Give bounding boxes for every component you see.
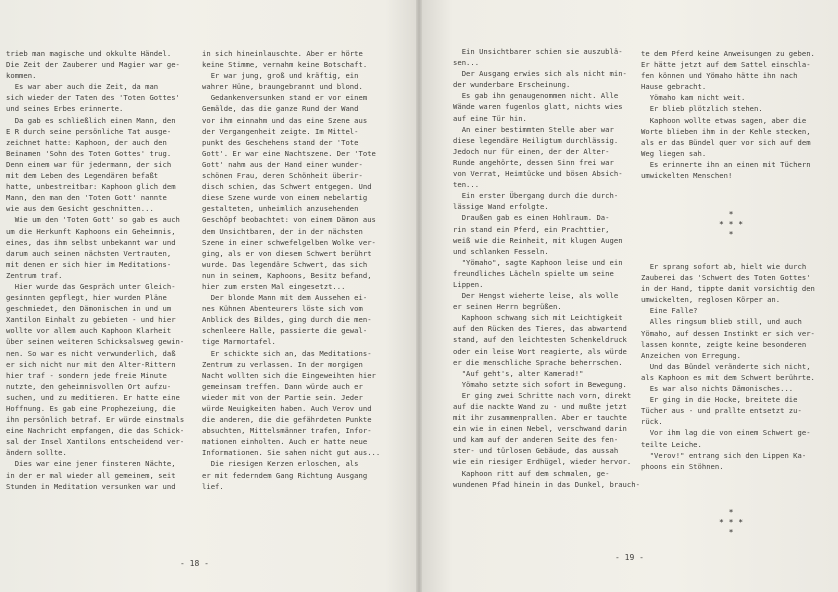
text-line: Geschöpf beobachtet: von einem Dämon aus xyxy=(202,215,376,225)
text-line: Zentrum zu verlassen. In der morgigen xyxy=(202,359,363,369)
text-line: Die Zeit der Zauberer und Magier war ge- xyxy=(6,60,180,70)
text-line: Informationen. Sie sahen nicht gut aus... xyxy=(202,448,381,458)
text-line: Draußen gab es einen Hohlraum. Da- xyxy=(453,213,610,223)
text-line: auf die nackte Wand zu - und mußte jetzt xyxy=(453,402,627,411)
text-line: diese legendäre Heiligtum durchlässig. xyxy=(453,135,619,145)
text-line: "Verov!" entrang sich den Lippen Ka- xyxy=(641,450,807,460)
text-line: hier zum ersten Mal eingesetzt... xyxy=(202,281,346,291)
text-line: Denn einem war für jedermann, der sich xyxy=(6,159,172,169)
text-line: wollte vor allem auch Kaphoon Klarheit xyxy=(6,326,172,336)
text-line: Der Ausgang erwies sich als nicht min- xyxy=(453,69,627,79)
text-line: wahrer Hüne, braungebrannt und blond. xyxy=(202,82,363,92)
text-line: Da gab es schließlich einen Mann, den xyxy=(6,115,176,125)
text-line: der Vergangenheit zeigte. Im Mittel- xyxy=(202,126,359,136)
text-line: Eine Falle? xyxy=(641,306,698,316)
text-line: rin stand ein Pferd, ein Prachttier, xyxy=(453,224,610,234)
text-line: ändern sollte. xyxy=(6,448,67,458)
text-line: Hier wurde das Gespräch unter Gleich- xyxy=(6,281,176,291)
text-line: Tücher aus - und prallte entsetzt zu- xyxy=(641,406,802,416)
text-line: Stunden in Meditation versunken war und xyxy=(6,481,176,491)
text-line: lässige Wand erfolgte. xyxy=(453,202,549,212)
text-line: Anblick des Bildes, ging durch die men- xyxy=(202,315,372,325)
text-line: wundenen Pfad hinein in das Dunkel, brauch- xyxy=(453,479,640,489)
text-line: gemeinsam treffen. Dann würde auch er xyxy=(202,381,363,391)
text-line: umwickelten Menschen! xyxy=(641,171,733,181)
text-line: oder ein leise Wort reagierte, als würde xyxy=(453,346,627,356)
text-line: Es erinnerte ihn an einen mit Tüchern xyxy=(641,159,811,169)
text-line: auf den Rücken des Tieres, das abwartend xyxy=(453,324,627,334)
text-line: Worte blieben ihm in der Kehle stecken, xyxy=(641,126,811,136)
text-line: Yömaho, auf dessen Instinkt er sich ver- xyxy=(641,328,815,338)
right-page-column-2-bottom xyxy=(641,261,821,472)
text-line: Er ging zwei Schritte nach vorn, direkt xyxy=(453,390,632,400)
text-line: Ein Unsichtbarer schien sie auszublä- xyxy=(453,47,623,56)
text-line: phoons ein Stöhnen. xyxy=(641,461,724,471)
text-line: lief. xyxy=(202,481,224,491)
text-line: Alles ringsum blieb still, und auch xyxy=(641,317,802,327)
text-line: Gott' nahm aus der Hand einer wunder- xyxy=(202,159,363,169)
text-line: in der Hand, tippte damit vorsichtig den xyxy=(641,284,815,294)
text-line: er mit federndem Gang Richtung Ausgang xyxy=(202,470,368,480)
text-line: diese Szene wurde von einem nebelartig xyxy=(202,193,368,203)
text-line: in sich hineinlauschte. Aber er hörte xyxy=(202,49,363,58)
text-line: mit dem Leben des Legendären befaßt xyxy=(6,171,159,181)
page-number-right: - 19 - xyxy=(615,553,644,562)
text-line: Kaphoon ritt auf dem schmalen, ge- xyxy=(453,468,610,478)
text-line: stand, auf den leichtesten Schenkeldruck xyxy=(453,335,627,345)
text-line: mit ihr zusammenprallen. Aber er tauchte xyxy=(453,413,627,423)
text-line: Und das Bündel veränderte sich nicht, xyxy=(641,361,811,371)
star-line: * xyxy=(728,528,734,537)
page-number-left: - 18 - xyxy=(180,559,209,568)
text-line: Er schickte sich an, das Meditations- xyxy=(202,348,372,358)
text-line: wie aus dem Gesicht geschnitten... xyxy=(6,204,154,214)
text-line: um die Herkunft Kaphoons ein Geheimnis, xyxy=(6,226,176,236)
text-line: E R durch seine persönliche Tat ausge- xyxy=(6,126,172,136)
text-line: wie ein riesiger Erdhügel, wieder hervor. xyxy=(453,457,632,467)
text-line: suchen, und zu meditieren. Er hatte eine xyxy=(6,392,180,402)
section-break-stars-1 xyxy=(711,210,751,240)
text-line: lassen konnte, zeigte keine besonderen xyxy=(641,339,807,349)
text-line: Wände waren fugenlos glatt, nichts wies xyxy=(453,102,623,112)
text-line: ein wie in einen Nebel, verschwand darin xyxy=(453,424,627,434)
text-line: trieb man magische und okkulte Händel. xyxy=(6,49,172,58)
text-line: vor ihm einnahm und das eine Szene aus xyxy=(202,115,368,125)
text-line: er die menschliche Sprache beherrschen. xyxy=(453,357,623,367)
text-line: sal der Insel Xantilons entscheidend ver- xyxy=(6,437,185,447)
text-line: Zauberei das 'Schwert des Toten Gottes' xyxy=(641,273,811,283)
text-line: die anderen, die die gefährdeten Punkte xyxy=(202,415,372,425)
text-line: Er hätte jetzt auf dem Sattel einschla- xyxy=(641,60,811,70)
text-line: rück. xyxy=(641,417,663,427)
text-line: tige Marmortafel. xyxy=(202,337,276,347)
text-line: Yömaho setzte sich sofort in Bewegung. xyxy=(453,379,627,389)
text-line: Szene in einer schwefelgelben Wolke ver- xyxy=(202,237,376,247)
text-line: Er ging in die Hocke, breitete die xyxy=(641,395,798,405)
text-line: und schlanken Fesseln. xyxy=(453,246,549,256)
text-line: und seines Erbes erinnerte. xyxy=(6,104,124,114)
text-line: kommen. xyxy=(6,71,37,81)
text-line: "Auf geht's, alter Kamerad!" xyxy=(453,368,584,378)
text-line: eines, das ihm selbst unbekannt war und xyxy=(6,237,176,247)
text-line: Kaphoon wollte etwas sagen, aber die xyxy=(641,115,807,125)
text-line: disch schien, das Schwert entgegen. Und xyxy=(202,182,372,192)
text-line: der wunderbare Erscheinung. xyxy=(453,80,571,90)
text-line: als Kaphoon es mit dem Schwert berührte. xyxy=(641,372,815,382)
text-line: Die riesigen Kerzen erloschen, als xyxy=(202,459,359,469)
text-line: mationen einholten. Auch er hatte neue xyxy=(202,437,368,447)
text-line: Nacht wollten sich die Eingeweihten hier xyxy=(202,370,376,380)
text-line: Zentrum traf. xyxy=(6,270,63,280)
text-line: nutzte, den geheimnisvollen Ort aufzu- xyxy=(6,381,172,391)
text-line: te dem Pferd keine Anweisungen zu geben. xyxy=(641,49,815,58)
text-line: nun in seinem, Kaphoons, Besitz befand, xyxy=(202,270,372,280)
text-line: Wie um den 'Toten Gott' so gab es auch xyxy=(6,215,180,225)
text-line: Er blieb plötzlich stehen. xyxy=(641,104,763,114)
text-line: Gott'. Er war eine Nachtszene. Der 'Tote xyxy=(202,148,376,158)
text-line: ging, als er von diesem Schwert berührt xyxy=(202,248,372,258)
text-line: Kaphoon schwang sich mit Leichtigkeit xyxy=(453,313,623,323)
star-line: * xyxy=(728,210,734,219)
text-line: Es war aber auch die Zeit, da man xyxy=(6,82,159,92)
text-line: sich wieder der Taten des 'Toten Gottes' xyxy=(6,93,180,103)
text-line: Er sprang sofort ab, hielt wie durch xyxy=(641,262,807,271)
text-line: nes Kühnen Abenteurers löste sich vom xyxy=(202,304,363,314)
text-line: sen... xyxy=(453,58,480,68)
text-line: umwickelten, reglosen Körper an. xyxy=(641,295,781,305)
text-line: Lippen. xyxy=(453,279,484,289)
text-line: hier traf - sondern jede freie Minute xyxy=(6,370,167,380)
text-line: fen können und Yömaho hätte ihn nach xyxy=(641,71,798,81)
text-line: teilte Leiche. xyxy=(641,439,702,449)
text-line: geschmiedet, den Dämonischen in und um xyxy=(6,304,172,314)
text-line: über seinen weiteren Schicksalsweg gewin- xyxy=(6,337,185,347)
text-line: Gedankenversunken stand er vor einem xyxy=(202,93,368,103)
right-page-column-1 xyxy=(453,46,640,490)
star-line: * xyxy=(728,230,734,239)
text-line: würde Neuigkeiten haben. Auch Verov und xyxy=(202,404,372,413)
text-line: keine Stimme, vernahm keine Botschaft. xyxy=(202,60,368,70)
text-line: Der blonde Mann mit dem Aussehen ei- xyxy=(202,293,368,303)
text-line: Es war also nichts Dämonisches... xyxy=(641,384,794,394)
star-line: * * * xyxy=(718,220,744,229)
text-line: nen. So war es nicht verwunderlich, daß xyxy=(6,348,176,358)
text-line: darum auch seinen nächsten Vertrauten, xyxy=(6,248,172,258)
text-line: Beinamen 'Sohn des Toten Gottes' trug. xyxy=(6,148,172,158)
text-line: Jedoch nur für einen, der der Alter- xyxy=(453,146,610,156)
text-line: Xantilon Einhalt zu gebieten - und hier xyxy=(6,315,176,325)
text-line: wieder mit von der Partie sein. Jeder xyxy=(202,392,363,402)
text-line: zeichnet hatte: Kaphoon, der auch den xyxy=(6,137,167,147)
star-line: * xyxy=(728,508,734,517)
text-line: und kam auf der anderen Seite des fen- xyxy=(453,435,619,445)
text-line: Gemälde, das die ganze Rund der Wand xyxy=(202,104,359,114)
text-line: weiß wie die Reinheit, mit klugen Augen xyxy=(453,235,623,245)
text-line: Es gab ihn genaugenommen nicht. Alle xyxy=(453,91,619,101)
text-line: Hause gebracht. xyxy=(641,82,707,92)
text-line: schönen Frau, deren Schönheit überir- xyxy=(202,171,363,181)
left-page-column-2 xyxy=(202,48,382,492)
text-line: absuchten, Mittelsmänner trafen, Infor- xyxy=(202,426,372,436)
text-line: schenleere Halle, passierte die gewal- xyxy=(202,326,368,336)
text-line: ihn persönlich betraf. Er würde einstmals xyxy=(6,415,185,425)
text-line: ten... xyxy=(453,180,480,190)
text-line: von Verrat, Heimtücke und bösen Absich- xyxy=(453,169,623,179)
right-page-column-2-top xyxy=(641,48,821,181)
text-line: gestalteten, unheimlich anzusehenden xyxy=(202,204,359,214)
text-line: gesinnten gepflegt, hier wurden Pläne xyxy=(6,293,167,303)
text-line: Yömaho kam nicht weit. xyxy=(641,93,746,103)
text-line: er seinen Herrn begrüßen. xyxy=(453,302,562,312)
text-line: in der er mal wieder all gemeinem, seit xyxy=(6,470,176,480)
text-line: er sich nicht nur mit den Alter-Rittern xyxy=(6,359,176,369)
star-line: * * * xyxy=(718,518,744,527)
text-line: eine Nachricht empfangen, die das Schick- xyxy=(6,426,185,436)
text-line: mit denen er sich hier im Meditations- xyxy=(6,259,172,269)
text-line: Vor ihm lag die von einem Schwert ge- xyxy=(641,428,811,438)
text-line: Dies war eine jener finsteren Nächte, xyxy=(6,459,176,469)
text-line: ster- und türlosen Gebäude, das aussah xyxy=(453,446,619,456)
text-line: Mann, den man den 'Toten Gott' nannte xyxy=(6,193,167,203)
text-line: hatte, unbestreitbar: Kaphoon glich dem xyxy=(6,182,176,192)
text-line: An einer bestimmten Stelle aber war xyxy=(453,124,614,134)
text-line: als er das Bündel quer vor sich auf dem xyxy=(641,137,811,147)
text-line: Ein erster Übergang durch die durch- xyxy=(453,191,619,201)
text-line: Hoffnung. Es gab eine Prophezeiung, die xyxy=(6,404,176,413)
text-line: Runde angehörte, dessen Sinn frei war xyxy=(453,157,614,167)
text-line: wurde. Das legendäre Schwert, das sich xyxy=(202,259,368,269)
book-gutter xyxy=(416,0,422,592)
text-line: dem Unsichtbaren, der in der nächsten xyxy=(202,226,363,236)
section-break-stars-2 xyxy=(711,508,751,538)
text-line: punkt des Geschehens stand der 'Tote xyxy=(202,137,359,147)
text-line: Weg liegen sah. xyxy=(641,148,707,158)
text-line: Der Hengst wieherte leise, als wolle xyxy=(453,291,619,301)
text-line: auf eine Tür hin. xyxy=(453,113,527,123)
text-line: Anzeichen von Erregung. xyxy=(641,350,741,360)
text-line: freundliches Lächeln spielte um seine xyxy=(453,268,614,278)
text-line: Er war jung, groß und kräftig, ein xyxy=(202,71,359,81)
right-page xyxy=(419,0,838,592)
text-line: "Yömaho", sagte Kaphoon leise und ein xyxy=(453,257,623,267)
left-page-column-1 xyxy=(6,48,186,492)
